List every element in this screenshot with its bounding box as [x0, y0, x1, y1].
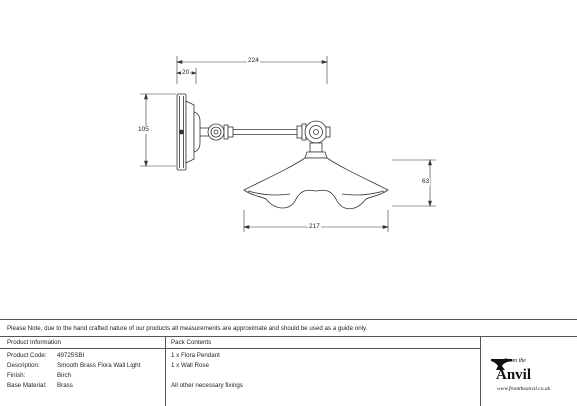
value-description: Smooth Brass Flora Wall Light	[57, 362, 141, 369]
label-product-code: Product Code:	[7, 352, 47, 359]
pack-item: 1 x Wall Rose	[171, 362, 209, 369]
dimension-height: 105	[138, 126, 149, 133]
value-product-code: 49725SBI	[57, 352, 85, 359]
dimension-backplate-offset: 20	[182, 69, 190, 76]
dimension-shade-diameter: 217	[309, 223, 320, 230]
logo-divider	[480, 337, 481, 406]
measurement-note: Please Note, due to the hand crafted nature of our products all measurements are approximate and should be used as a guide only.	[0, 319, 577, 337]
pack-item: All other necessary fixings	[171, 382, 243, 389]
label-base-material: Base Material:	[7, 382, 47, 389]
column-divider	[165, 337, 166, 406]
pack-contents-heading: Pack Contents	[171, 339, 212, 346]
logo-tagline: From the	[504, 358, 526, 364]
label-finish: Finish:	[7, 372, 26, 379]
value-finish: Birch	[57, 372, 72, 379]
wall-arm	[200, 121, 330, 143]
pack-item: 1 x Flora Pendant	[171, 352, 220, 359]
value-base-material: Brass	[57, 382, 73, 389]
dimension-shade-height: 63	[422, 178, 430, 185]
logo-url: www.fromtheanvil.co.uk	[497, 386, 551, 392]
product-info-heading: Product Information	[7, 339, 61, 346]
heading-divider	[0, 348, 480, 349]
from-the-anvil-logo	[482, 349, 574, 403]
label-description: Description:	[7, 362, 40, 369]
screw-icon	[180, 130, 184, 134]
anvil-icon	[482, 349, 574, 403]
wall-backplate	[177, 94, 200, 170]
flora-shade	[244, 143, 388, 209]
dimension-overall-width: 224	[248, 57, 259, 64]
logo-brand: Anvil	[496, 367, 532, 383]
